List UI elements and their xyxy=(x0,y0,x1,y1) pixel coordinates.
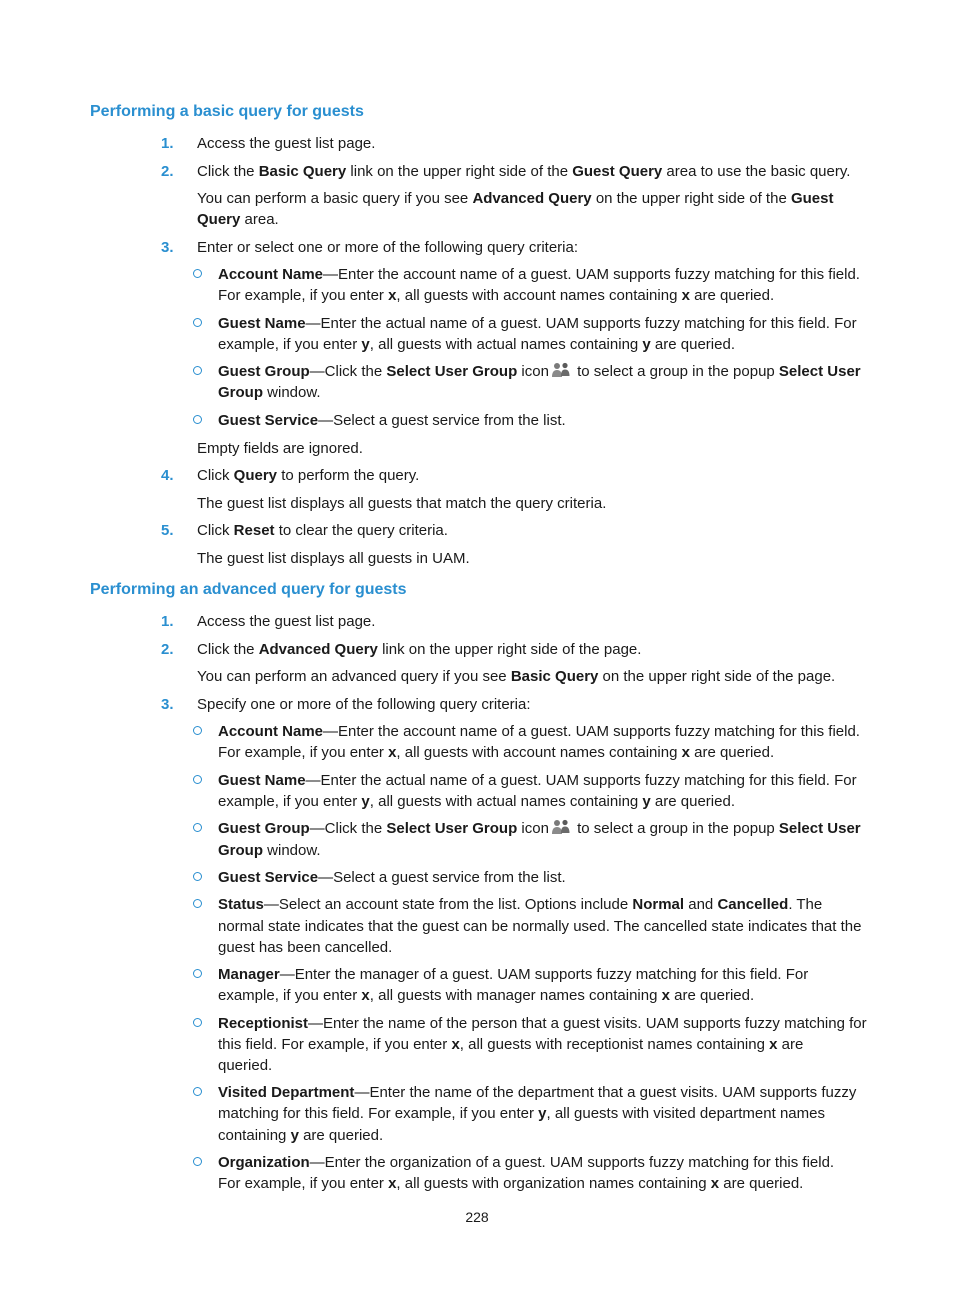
criteria-item: Receptionist—Enter the name of the person that a guest visits. UAM supports fuzzy matching for xyxy=(218,1015,867,1032)
step-number: 2. xyxy=(161,163,174,180)
criteria-item: Manager—Enter the manager of a guest. UAM supports fuzzy matching for this field. For xyxy=(218,966,809,983)
criteria-item: For example, if you enter x, all guests with account names containing x are queried. xyxy=(218,744,775,761)
step-number: 1. xyxy=(161,613,174,630)
step-note: Query area. xyxy=(197,211,279,228)
bullet-icon xyxy=(193,721,205,733)
step-number: 1. xyxy=(161,135,174,152)
page-number: 228 xyxy=(465,1209,489,1225)
criteria-item: Account Name—Enter the account name of a guest. UAM supports fuzzy matching for this field. xyxy=(218,723,860,740)
step-number: 4. xyxy=(161,467,174,484)
section-heading-advanced-query: Performing an advanced query for guests xyxy=(90,581,407,598)
criteria-item: example, if you enter y, all guests with actual names containing y are queried. xyxy=(218,336,735,353)
step-note: The guest list displays all guests in UAM. xyxy=(197,550,470,567)
criteria-item: example, if you enter y, all guests with actual names containing y are queried. xyxy=(218,793,735,810)
bullet-icon xyxy=(193,1082,205,1094)
bullet-icon xyxy=(193,818,205,830)
step-text: Click the Advanced Query link on the upper right side of the page. xyxy=(197,641,642,658)
step-note: The guest list displays all guests that match the query criteria. xyxy=(197,495,607,512)
step-number: 3. xyxy=(161,696,174,713)
criteria-item: this field. For example, if you enter x, all guests with receptionist names containing x are xyxy=(218,1036,804,1053)
step-note: You can perform an advanced query if you see Basic Query on the upper right side of the page. xyxy=(197,668,836,685)
bullet-icon xyxy=(193,361,205,373)
criteria-item: Guest Group—Click the Select User Group icon to select a group in the popup Select User xyxy=(218,363,861,380)
criteria-item: example, if you enter x, all guests with manager names containing x are queried. xyxy=(218,987,755,1004)
bullet-icon xyxy=(193,313,205,325)
bullet-icon xyxy=(193,264,205,276)
criteria-item: Group window. xyxy=(218,384,321,401)
criteria-item: containing y are queried. xyxy=(218,1127,384,1144)
bullet-icon xyxy=(193,894,205,906)
step-text: Specify one or more of the following query criteria: xyxy=(197,696,531,713)
step-note: Empty fields are ignored. xyxy=(197,440,363,457)
step-text: Click the Basic Query link on the upper right side of the Guest Query area to use the basic query. xyxy=(197,163,851,180)
select-user-group-icon xyxy=(551,362,571,379)
select-user-group-icon xyxy=(551,819,571,836)
step-number: 3. xyxy=(161,239,174,256)
step-text: Click Query to perform the query. xyxy=(197,467,420,484)
criteria-item: guest has been cancelled. xyxy=(218,939,393,956)
criteria-item: Group window. xyxy=(218,842,321,859)
bullet-icon xyxy=(193,867,205,879)
step-text: Access the guest list page. xyxy=(197,613,376,630)
step-text: Access the guest list page. xyxy=(197,135,376,152)
criteria-item: matching for this field. For example, if you enter y, all guests with visited department names xyxy=(218,1105,825,1122)
criteria-item: Organization—Enter the organization of a guest. UAM supports fuzzy matching for this field. xyxy=(218,1154,835,1171)
step-text: Enter or select one or more of the following query criteria: xyxy=(197,239,579,256)
criteria-item: normal state indicates that the guest can be normally used. The cancelled state indicates that the xyxy=(218,918,862,935)
criteria-item: Guest Name—Enter the actual name of a guest. UAM supports fuzzy matching for this field. For xyxy=(218,772,857,789)
bullet-icon xyxy=(193,964,205,976)
step-note: You can perform a basic query if you see Advanced Query on the upper right side of the Guest xyxy=(197,190,834,207)
criteria-item: For example, if you enter x, all guests with organization names containing x are queried. xyxy=(218,1175,804,1192)
bullet-icon xyxy=(193,1013,205,1025)
criteria-item: Guest Name—Enter the actual name of a guest. UAM supports fuzzy matching for this field. For xyxy=(218,315,857,332)
criteria-item: Visited Department—Enter the name of the department that a guest visits. UAM supports fuzzy xyxy=(218,1084,857,1101)
bullet-icon xyxy=(193,1152,205,1164)
criteria-item: Status—Select an account state from the list. Options include Normal and Cancelled. The xyxy=(218,896,823,913)
step-number: 5. xyxy=(161,522,174,539)
section-heading-basic-query: Performing a basic query for guests xyxy=(90,103,364,120)
criteria-item: Guest Group—Click the Select User Group icon to select a group in the popup Select User xyxy=(218,820,861,837)
criteria-item: Guest Service—Select a guest service from the list. xyxy=(218,412,566,429)
bullet-icon xyxy=(193,770,205,782)
bullet-icon xyxy=(193,410,205,422)
criteria-item: For example, if you enter x, all guests with account names containing x are queried. xyxy=(218,287,775,304)
criteria-item: queried. xyxy=(218,1057,273,1074)
criteria-item: Guest Service—Select a guest service from the list. xyxy=(218,869,566,886)
criteria-item: Account Name—Enter the account name of a guest. UAM supports fuzzy matching for this field. xyxy=(218,266,860,283)
step-number: 2. xyxy=(161,641,174,658)
step-text: Click Reset to clear the query criteria. xyxy=(197,522,448,539)
